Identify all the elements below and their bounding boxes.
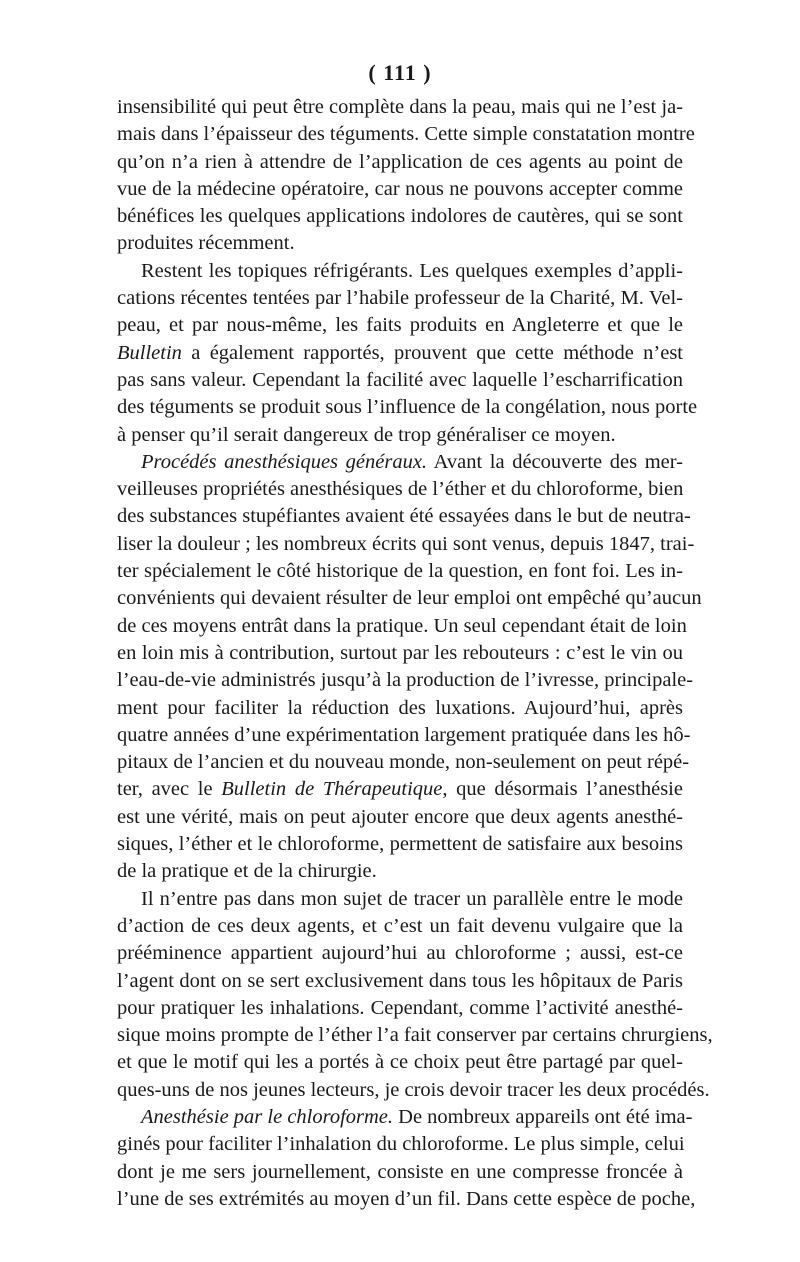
text-line: est une vérité, mais on peut ajouter encore que deux agents anesthé- bbox=[117, 805, 683, 828]
text-line: veilleuses propriétés anesthésiques de l’éther et du chloroforme, bien bbox=[117, 478, 684, 501]
text-line: des substances stupéfiantes avaient été essayées dans le but de neutra- bbox=[117, 505, 691, 528]
text-line: convénients qui devaient résulter de leur emploi ont empêché qu’aucun bbox=[117, 587, 702, 610]
text-line: mais dans l’épaisseur des téguments. Cette simple constatation montre bbox=[117, 123, 695, 146]
text-span: De nombreux appareils ont été ima- bbox=[393, 1105, 693, 1128]
text-line: prééminence appartient aujourd’hui au chloroforme ; aussi, est-ce bbox=[117, 942, 683, 965]
text-line: liser la douleur ; les nombreux écrits qui sont venus, depuis 1847, trai- bbox=[117, 532, 695, 555]
text-line: sique moins prompte de l’éther l’a fait conserver par certains chrurgiens, bbox=[117, 1024, 713, 1047]
text-line: produites récemment. bbox=[117, 232, 295, 255]
text-span: , que désormais l’anesthésie bbox=[442, 778, 683, 801]
text-span: Avant la découverte des mer- bbox=[427, 450, 683, 473]
text-line: bénéfices les quelques applications indolores de cautères, qui se sont bbox=[117, 205, 683, 228]
paragraph-5 bbox=[117, 1104, 696, 1213]
text-line: Il n’entre pas dans mon sujet de tracer un parallèle entre le mode bbox=[141, 887, 683, 910]
text-line-with-heading bbox=[117, 1104, 693, 1131]
italic-title-bulletin: Bulletin bbox=[117, 341, 182, 364]
text-line: l’une de ses extrémités au moyen d’un fil. Dans cette espèce de poche, bbox=[117, 1187, 696, 1210]
text-line: siques, l’éther et le chloroforme, permettent de satisfaire aux besoins bbox=[117, 833, 683, 856]
book-page bbox=[117, 58, 713, 1213]
text-span: a également rapportés, prouvent que cette méthode n’est bbox=[181, 341, 683, 364]
text-line: à penser qu’il serait dangereux de trop généraliser ce moyen. bbox=[117, 423, 616, 446]
paragraph-2 bbox=[117, 258, 698, 449]
text-line: pour pratiquer les inhalations. Cependant, comme l’activité anesthé- bbox=[117, 996, 683, 1019]
text-line: l’agent dont on se sert exclusivement dans tous les hôpitaux de Paris bbox=[117, 969, 683, 992]
text-line: insensibilité qui peut être complète dans la peau, mais qui ne l’est ja- bbox=[117, 96, 683, 118]
text-line: ques-uns de nos jeunes lecteurs, je crois devoir tracer les deux procédés. bbox=[117, 1078, 710, 1101]
paragraph-1 bbox=[117, 94, 695, 258]
text-line: pas sans valeur. Cependant la facilité avec laquelle l’escharrification bbox=[117, 368, 683, 391]
text-line: de la pratique et de la chirurgie. bbox=[117, 860, 377, 883]
text-line: pitaux de l’ancien et du nouveau monde, non-seulement on peut répé- bbox=[117, 751, 690, 774]
text-line: ginés pour faciliter l’inhalation du chloroforme. Le plus simple, celui bbox=[117, 1133, 685, 1156]
text-line: peau, et par nous-même, les faits produits en Angleterre et que le bbox=[117, 314, 683, 337]
text-line: ter spécialement le côté historique de la question, en font foi. Les in- bbox=[117, 560, 683, 583]
paragraph-3 bbox=[117, 449, 702, 886]
text-line-with-italic bbox=[117, 340, 683, 367]
text-line: quatre années d’une expérimentation largement pratiquée dans les hô- bbox=[117, 723, 691, 746]
text-line: Restent les topiques réfrigérants. Les quelques exemples d’appli- bbox=[141, 259, 683, 282]
text-line: l’eau-de-vie administrés jusqu’à la production de l’ivresse, principale- bbox=[117, 669, 694, 692]
text-line: vue de la médecine opératoire, car nous ne pouvons accepter comme bbox=[117, 177, 683, 200]
italic-title-bulletin-therapeutique: Bulletin de Thérapeutique bbox=[221, 778, 443, 801]
text-line: d’action de ces deux agents, et c’est un fait devenu vulgaire que la bbox=[117, 914, 683, 937]
text-line: ment pour faciliter la réduction des luxations. Aujourd’hui, après bbox=[117, 696, 683, 719]
section-heading: Procédés anesthésiques généraux. bbox=[141, 450, 428, 473]
text-line: qu’on n’a rien à attendre de l’application de ces agents au point de bbox=[117, 150, 683, 173]
page-number: ( 111 ) bbox=[368, 60, 432, 85]
text-span: ter, avec le bbox=[117, 778, 222, 801]
section-heading: Anesthésie par le chloroforme. bbox=[141, 1105, 394, 1128]
text-line-with-heading bbox=[117, 449, 683, 476]
text-line: des téguments se produit sous l’influence de la congélation, nous porte bbox=[117, 396, 698, 419]
text-line: et que le motif qui les a portés à ce choix peut être partagé par quel- bbox=[117, 1051, 683, 1074]
text-line: en loin mis à contribution, surtout par les rebouteurs : c’est le vin ou bbox=[117, 641, 683, 664]
text-line: de ces moyens entrât dans la pratique. Un seul cependant était de loin bbox=[117, 614, 687, 637]
text-line: cations récentes tentées par l’habile professeur de la Charité, M. Vel- bbox=[117, 287, 683, 310]
text-line-with-italic bbox=[117, 776, 683, 803]
paragraph-4 bbox=[117, 886, 713, 1104]
text-line: dont je me sers journellement, consiste en une compresse froncée à bbox=[117, 1160, 683, 1183]
